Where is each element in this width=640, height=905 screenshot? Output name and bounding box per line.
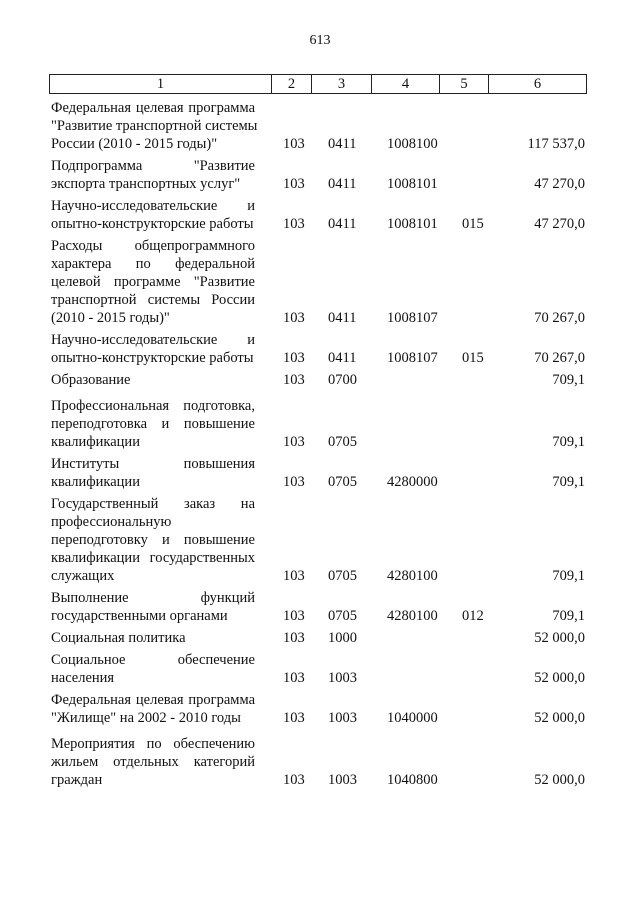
cell-col-6: 52 000,0 — [534, 710, 585, 726]
description-line: Образование — [51, 372, 131, 388]
cell-col-6: 47 270,0 — [534, 216, 585, 232]
cell-col-3: 0705 — [328, 568, 357, 584]
row-description — [51, 691, 255, 727]
header-col-3: 3 — [311, 75, 371, 93]
cell-col-6: 117 537,0 — [527, 136, 585, 152]
table-row — [51, 331, 585, 367]
cell-col-3: 0411 — [328, 216, 357, 232]
description-line: Социальное обеспечение — [51, 652, 255, 668]
cell-col-2: 103 — [283, 434, 305, 450]
cell-col-6: 709,1 — [552, 474, 585, 490]
description-line: Расходы общепрограммного — [51, 238, 255, 254]
description-line: Профессиональная подготовка, — [51, 398, 255, 414]
table-row — [51, 629, 585, 647]
header-col-5: 5 — [439, 75, 488, 93]
cell-col-6: 709,1 — [552, 568, 585, 584]
table-row — [51, 197, 585, 233]
cell-col-4: 1008107 — [387, 310, 438, 326]
cell-col-6: 52 000,0 — [534, 630, 585, 646]
description-line: профессиональную — [51, 514, 172, 530]
cell-col-3: 0411 — [328, 310, 357, 326]
cell-col-4: 4280000 — [387, 474, 438, 490]
cell-col-2: 103 — [283, 310, 305, 326]
cell-col-3: 1000 — [328, 630, 357, 646]
cell-col-5: 015 — [462, 216, 484, 232]
cell-col-4: 4280100 — [387, 568, 438, 584]
table-row — [51, 651, 585, 687]
cell-col-6: 709,1 — [552, 608, 585, 624]
description-line: служащих — [51, 568, 115, 584]
table-row — [51, 735, 585, 789]
description-line: Научно-исследовательские и — [51, 332, 255, 348]
description-line: Мероприятия по обеспечению — [51, 736, 255, 752]
header-col-1: 1 — [156, 76, 165, 92]
row-description — [51, 455, 255, 491]
row-description — [51, 735, 255, 789]
cell-col-6: 70 267,0 — [534, 350, 585, 366]
cell-col-6: 709,1 — [552, 372, 585, 388]
description-line: экспорта транспортных услуг" — [51, 176, 241, 192]
header-col-6: 6 — [488, 75, 586, 93]
cell-col-6: 47 270,0 — [534, 176, 585, 192]
description-line: опытно-конструкторские работы — [51, 350, 254, 366]
cell-col-2: 103 — [283, 630, 305, 646]
cell-col-4: 4280100 — [387, 608, 438, 624]
table-row — [51, 237, 585, 327]
row-description — [51, 99, 258, 153]
cell-col-3: 0705 — [328, 474, 357, 490]
table-row — [51, 371, 585, 389]
description-line: Государственный заказ на — [51, 496, 255, 512]
cell-col-2: 103 — [283, 772, 305, 788]
cell-col-2: 103 — [283, 176, 305, 192]
description-line: Социальная политика — [51, 630, 186, 646]
cell-col-2: 103 — [283, 136, 305, 152]
cell-col-6: 52 000,0 — [534, 670, 585, 686]
cell-col-4: 1040000 — [387, 710, 438, 726]
cell-col-3: 0411 — [328, 136, 357, 152]
row-description — [51, 197, 255, 233]
cell-col-4: 1040800 — [387, 772, 438, 788]
row-description — [51, 397, 255, 451]
description-line: Выполнение функций — [51, 590, 255, 606]
cell-col-3: 0705 — [328, 434, 357, 450]
description-line: "Жилище" на 2002 - 2010 годы — [51, 710, 241, 726]
header-col-2: 2 — [271, 75, 311, 93]
cell-col-3: 1003 — [328, 670, 357, 686]
description-line: России (2010 - 2015 годы)" — [51, 136, 218, 152]
cell-col-5: 015 — [462, 350, 484, 366]
cell-col-3: 0411 — [328, 350, 357, 366]
description-line: граждан — [51, 772, 103, 788]
table-row — [51, 455, 585, 491]
description-line: государственными органами — [51, 608, 228, 624]
cell-col-6: 709,1 — [552, 434, 585, 450]
table-row — [51, 589, 585, 625]
row-description — [51, 629, 255, 647]
description-line: квалификации — [51, 434, 140, 450]
description-line: Институты повышения — [51, 456, 255, 472]
cell-col-3: 1003 — [328, 772, 357, 788]
description-line: населения — [51, 670, 115, 686]
description-line: Подпрограмма "Развитие — [51, 158, 255, 174]
cell-col-2: 103 — [283, 474, 305, 490]
row-description — [51, 589, 255, 625]
description-line: переподготовку и повышение — [51, 532, 255, 548]
cell-col-3: 0700 — [328, 372, 357, 388]
cell-col-3: 1003 — [328, 710, 357, 726]
description-line: квалификации государственных — [51, 550, 255, 566]
table-row — [51, 691, 585, 727]
description-line: опытно-конструкторские работы — [51, 216, 254, 232]
table-row — [51, 157, 585, 193]
description-line: квалификации — [51, 474, 140, 490]
row-description — [51, 331, 255, 367]
cell-col-4: 1008107 — [387, 350, 438, 366]
cell-col-3: 0705 — [328, 608, 357, 624]
row-description — [51, 495, 255, 585]
description-line: Федеральная целевая программа — [51, 692, 255, 708]
description-line: Научно-исследовательские и — [51, 198, 255, 214]
description-line: целевой программе "Развитие — [51, 274, 255, 290]
description-line: (2010 - 2015 годы)" — [51, 310, 170, 326]
description-line: "Развитие транспортной системы — [51, 118, 258, 134]
description-line: транспортной системы России — [51, 292, 255, 308]
cell-col-2: 103 — [283, 670, 305, 686]
page-number: 613 — [309, 33, 331, 48]
cell-col-4: 1008101 — [387, 216, 438, 232]
description-line: характера по федеральной — [51, 256, 255, 272]
table-row — [51, 397, 585, 451]
row-description — [51, 651, 255, 687]
cell-col-2: 103 — [283, 710, 305, 726]
cell-col-2: 103 — [283, 372, 305, 388]
cell-col-2: 103 — [283, 350, 305, 366]
row-description — [51, 237, 255, 327]
table-body — [51, 99, 585, 793]
cell-col-6: 52 000,0 — [534, 772, 585, 788]
cell-col-2: 103 — [283, 216, 305, 232]
row-description — [51, 157, 255, 193]
cell-col-3: 0411 — [328, 176, 357, 192]
row-description — [51, 371, 255, 389]
cell-col-5: 012 — [462, 608, 484, 624]
header-col-4: 4 — [371, 75, 439, 93]
cell-col-6: 70 267,0 — [534, 310, 585, 326]
table-row — [51, 495, 585, 585]
cell-col-4: 1008100 — [387, 136, 438, 152]
cell-col-2: 103 — [283, 608, 305, 624]
description-line: переподготовка и повышение — [51, 416, 255, 432]
description-line: жильем отдельных категорий — [51, 754, 255, 770]
table-header — [49, 74, 587, 94]
description-line: Федеральная целевая программа — [51, 100, 255, 116]
table-row — [51, 99, 585, 153]
cell-col-4: 1008101 — [387, 176, 438, 192]
cell-col-2: 103 — [283, 568, 305, 584]
